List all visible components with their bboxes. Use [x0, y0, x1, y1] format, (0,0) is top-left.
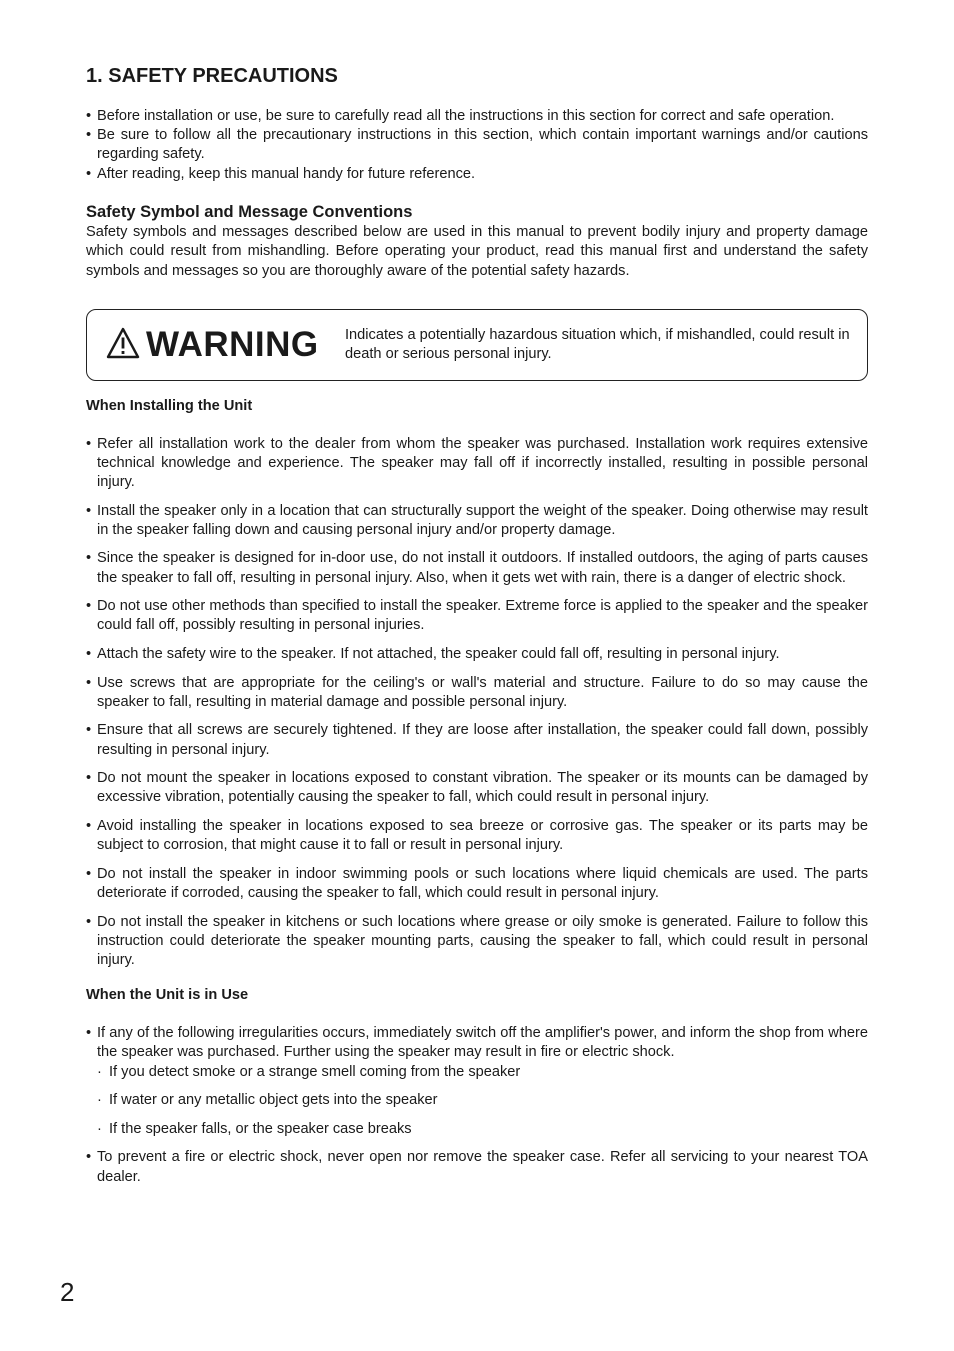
installing-heading: When Installing the Unit — [86, 397, 253, 414]
list-item-text: Install the speaker only in a location that can structurally support the weight of the speaker. Doing otherwise may result in the speaker falling down and causing personal injury and/or property damage. — [97, 502, 868, 538]
list-item: • Before installation or use, be sure to carefully read all the instructions in this section for correct and safe operation. — [86, 108, 835, 124]
list-item-text: To prevent a fire or electric shock, never open nor remove the speaker case. Refer all servicing to your nearest TOA dealer. — [97, 1149, 868, 1185]
warning-label — [106, 327, 319, 364]
document-page — [86, 62, 868, 1196]
sub-list-item-text: If water or any metallic object gets into the speaker — [109, 1092, 438, 1109]
list-item: • Install the speaker only in a location that can structurally support the weight of the speaker. Doing otherwise may result in the speaker falling down and causing personal injury and/or property damage. — [86, 502, 868, 538]
irregularities-list — [97, 1063, 868, 1139]
list-item: • Do not mount the speaker in locations exposed to constant vibration. The speaker or its mounts can be damaged by excessive vibration, potentially causing the speaker to fall, which could result in personal injury. — [86, 770, 868, 806]
list-item: • Do not install the speaker in kitchens or such locations where grease or oily smoke is generated. Failure to follow this instruction could deteriorate the speaker mounting parts, causing the speaker to fall, which could result in personal injury. — [86, 913, 868, 968]
list-item-text: Be sure to follow all the precautionary instructions in this section, which contain important warnings and/or cautions regarding safety. — [97, 127, 868, 163]
list-item: • Attach the safety wire to the speaker. If not attached, the speaker could fall off, resulting in personal injury. — [86, 645, 780, 662]
list-item: • Use screws that are appropriate for the ceiling's or wall's material and structure. Failure to do so may cause the speaker to fall, resulting in material damage and possible personal injury. — [86, 674, 868, 710]
list-item-text: Do not use other methods than specified to install the speaker. Extreme force is applied to the speaker and the speaker could fall off, possibly resulting in personal injuries. — [97, 598, 868, 634]
sub-list-item: · If the speaker falls, or the speaker case breaks — [97, 1120, 412, 1137]
conventions-heading: Safety Symbol and Message Conventions — [86, 202, 413, 221]
list-item: • Do not use other methods than specified to install the speaker. Extreme force is applied to the speaker and the speaker could fall off, possibly resulting in personal injuries. — [86, 598, 868, 634]
sub-list-item: · If you detect smoke or a strange smell coming from the speaker — [97, 1063, 521, 1080]
list-item-text: Before installation or use, be sure to carefully read all the instructions in this section for correct and safe operation. — [97, 108, 835, 124]
list-item-text: Do not mount the speaker in locations exposed to constant vibration. The speaker or its mounts can be damaged by excessive vibration, potentially causing the speaker to fall, which could result in personal injury. — [97, 770, 868, 806]
in-use-list — [86, 1024, 868, 1187]
list-item-text: Avoid installing the speaker in locations exposed to sea breeze or corrosive gas. The speaker or its parts may be subject to corrosion, that might cause it to fall or result in personal injury. — [97, 817, 868, 854]
list-item: • Be sure to follow all the precautionary instructions in this section, which contain important warnings and/or cautions regarding safety. — [86, 127, 868, 163]
list-item: • If any of the following irregularities occurs, immediately switch off the amplifier's power, and inform the shop from where the speaker was purchased. Further using the speaker may result in fire or electric shock. · If you detect smoke or a strange smell coming from the speaker · If water or any metallic object gets into the speaker · If the speaker falls, or the speaker case breaks — [86, 1024, 868, 1139]
installing-list — [86, 435, 868, 971]
warning-triangle-icon — [106, 327, 140, 364]
list-item-text: Do not install the speaker in kitchens or such locations where grease or oily smoke is generated. Failure to follow this instruction could deteriorate the speaker mounting parts, causing the speaker to fall, which could result in personal injury. — [97, 913, 868, 968]
section-title: 1. SAFETY PRECAUTIONS — [86, 65, 338, 87]
intro-list — [86, 107, 868, 184]
sub-list-item: · If water or any metallic object gets into the speaker — [97, 1092, 438, 1109]
list-item-text: Attach the safety wire to the speaker. If not attached, the speaker could fall off, resulting in personal injury. — [97, 645, 780, 662]
list-item-text: Do not install the speaker in indoor swimming pools or such locations where liquid chemicals are used. The parts deteriorate if corroded, causing the speaker to fall, which could result in personal injury. — [97, 865, 868, 901]
list-item: • Avoid installing the speaker in locations exposed to sea breeze or corrosive gas. The speaker or its parts may be subject to corrosion, that might cause it to fall or result in personal injury. — [86, 817, 868, 854]
sub-list-item-text: If the speaker falls, or the speaker case breaks — [109, 1120, 412, 1137]
list-item-text: After reading, keep this manual handy for future reference. — [97, 165, 476, 182]
list-item: • Refer all installation work to the dealer from whom the speaker was purchased. Installation work requires extensive technical knowledge and experience. The speaker may fall off if incorrectly installed, resulting in possible personal injury. — [86, 435, 868, 490]
list-item: • Ensure that all screws are securely tightened. If they are loose after installation, the speaker could fall down, possibly resulting in personal injury. — [86, 722, 868, 758]
warning-word: WARNING — [146, 325, 319, 365]
conventions-text: Safety symbols and messages described below are used in this manual to prevent bodily injury and property damage which could result from mishandling. Before operating your product, read this manual first and understand the safety symbols and messages so you are thoroughly aware of the potential safety hazards. — [86, 223, 868, 279]
sub-list-item-text: If you detect smoke or a strange smell coming from the speaker — [109, 1063, 521, 1080]
warning-description: Indicates a potentially hazardous situation which, if mishandled, could result in death or serious personal injury. — [345, 326, 850, 362]
list-item-text: Use screws that are appropriate for the ceiling's or wall's material and structure. Failure to do so may cause the speaker to fall, resulting in material damage and possible personal injury. — [97, 674, 868, 710]
list-item: • Since the speaker is designed for in-door use, do not install it outdoors. If installed outdoors, the aging of parts causes the speaker to fall off, resulting in personal injury. Also, when it gets wet with rain, there is a danger of electric shock. — [86, 550, 868, 586]
page-number: 2 — [60, 1277, 75, 1307]
warning-box — [86, 309, 868, 381]
list-item: • After reading, keep this manual handy for future reference. — [86, 165, 476, 182]
list-item-text: Ensure that all screws are securely tightened. If they are loose after installation, the speaker could fall down, possibly resulting in personal injury. — [97, 722, 868, 758]
list-item-text: Since the speaker is designed for in-door use, do not install it outdoors. If installed outdoors, the aging of parts causes the speaker to fall off, resulting in personal injury. Also, when it gets wet with rain, there is a danger of electric shock. — [97, 550, 868, 586]
list-item: • Do not install the speaker in indoor swimming pools or such locations where liquid chemicals are used. The parts deteriorate if corroded, causing the speaker to fall, which could result in personal injury. — [86, 865, 868, 901]
list-item-text: If any of the following irregularities occurs, immediately switch off the amplifier's power, and inform the shop from where the speaker was purchased. Further using the speaker may result in fire or electric shock. — [97, 1025, 868, 1061]
list-item-text: Refer all installation work to the dealer from whom the speaker was purchased. Installation work requires extensive technical knowledge and experience. The speaker may fall off if incorrectly installed, resulting in possible personal injury. — [97, 435, 868, 490]
list-item: • To prevent a fire or electric shock, never open nor remove the speaker case. Refer all servicing to your nearest TOA dealer. — [86, 1149, 868, 1185]
in-use-heading: When the Unit is in Use — [86, 987, 249, 1004]
